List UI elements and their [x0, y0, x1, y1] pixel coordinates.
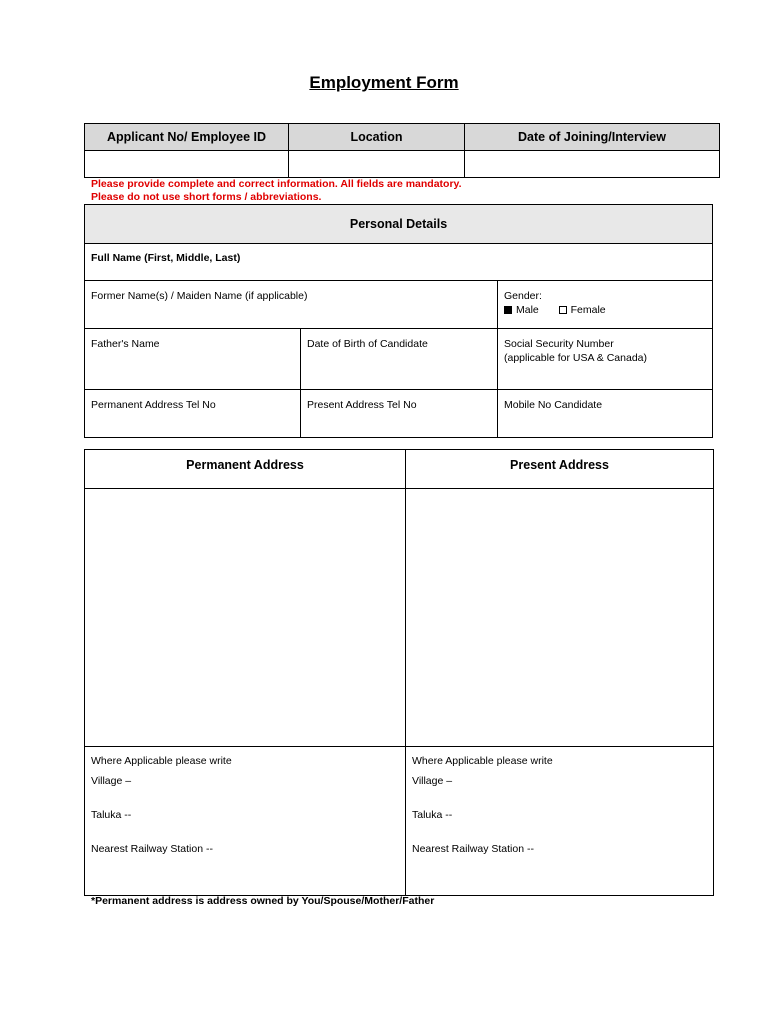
permanent-tel-field[interactable] [85, 390, 301, 438]
ssn-label: Social Security Number [504, 338, 614, 350]
present-taluka: Taluka -- [412, 809, 453, 821]
applicant-id-table [84, 123, 720, 178]
dob-label: Date of Birth of Candidate [307, 338, 428, 350]
dob-field[interactable] [301, 329, 498, 390]
address-table [84, 449, 714, 896]
present-railway-station: Nearest Railway Station -- [412, 843, 534, 855]
permanent-address-details[interactable] [85, 747, 406, 896]
date-of-joining-header: Date of Joining/Interview [465, 124, 720, 151]
ssn-note: (applicable for USA & Canada) [504, 352, 647, 364]
permanent-address-heading: Permanent Address [85, 450, 406, 489]
applicant-id-header: Applicant No/ Employee ID [85, 124, 289, 151]
personal-details-heading: Personal Details [85, 205, 713, 244]
abbreviation-notice: Please do not use short forms / abbreviations. [91, 191, 322, 203]
address-footnote: *Permanent address is address owned by You/Spouse/Mother/Father [91, 895, 435, 907]
gender-field [498, 281, 713, 329]
present-address-details[interactable] [406, 747, 714, 896]
former-name-field[interactable] [85, 281, 498, 329]
permanent-taluka: Taluka -- [91, 809, 132, 821]
present-where-applicable: Where Applicable please write [412, 755, 553, 767]
female-label: Female [570, 304, 606, 316]
page-title: Employment Form [309, 73, 459, 92]
permanent-railway-station: Nearest Railway Station -- [91, 843, 213, 855]
present-address-field[interactable] [406, 489, 714, 747]
present-address-heading: Present Address [406, 450, 714, 489]
mobile-label: Mobile No Candidate [504, 399, 603, 411]
permanent-tel-label: Permanent Address Tel No [91, 399, 216, 411]
female-checkbox[interactable] [559, 306, 567, 314]
mandatory-notice: Please provide complete and correct information. All fields are mandatory. [91, 178, 462, 190]
present-tel-field[interactable] [301, 390, 498, 438]
full-name-label: Full Name (First, Middle, Last) [91, 252, 241, 264]
full-name-field[interactable] [85, 244, 713, 281]
permanent-where-applicable: Where Applicable please write [91, 755, 232, 767]
location-field[interactable] [289, 151, 465, 178]
date-of-joining-field[interactable] [465, 151, 720, 178]
male-checkbox[interactable] [504, 306, 512, 314]
fathers-name-field[interactable] [85, 329, 301, 390]
gender-label: Gender: [504, 290, 542, 302]
applicant-id-field[interactable] [85, 151, 289, 178]
location-header: Location [289, 124, 465, 151]
male-label: Male [516, 304, 539, 316]
mobile-field[interactable] [498, 390, 713, 438]
permanent-address-field[interactable] [85, 489, 406, 747]
present-tel-label: Present Address Tel No [307, 399, 417, 411]
former-name-label: Former Name(s) / Maiden Name (if applicable) [91, 290, 308, 302]
permanent-village: Village – [91, 775, 132, 787]
personal-details-table [84, 204, 713, 438]
fathers-name-label: Father's Name [91, 338, 160, 350]
ssn-field[interactable] [498, 329, 713, 390]
present-village: Village – [412, 775, 453, 787]
